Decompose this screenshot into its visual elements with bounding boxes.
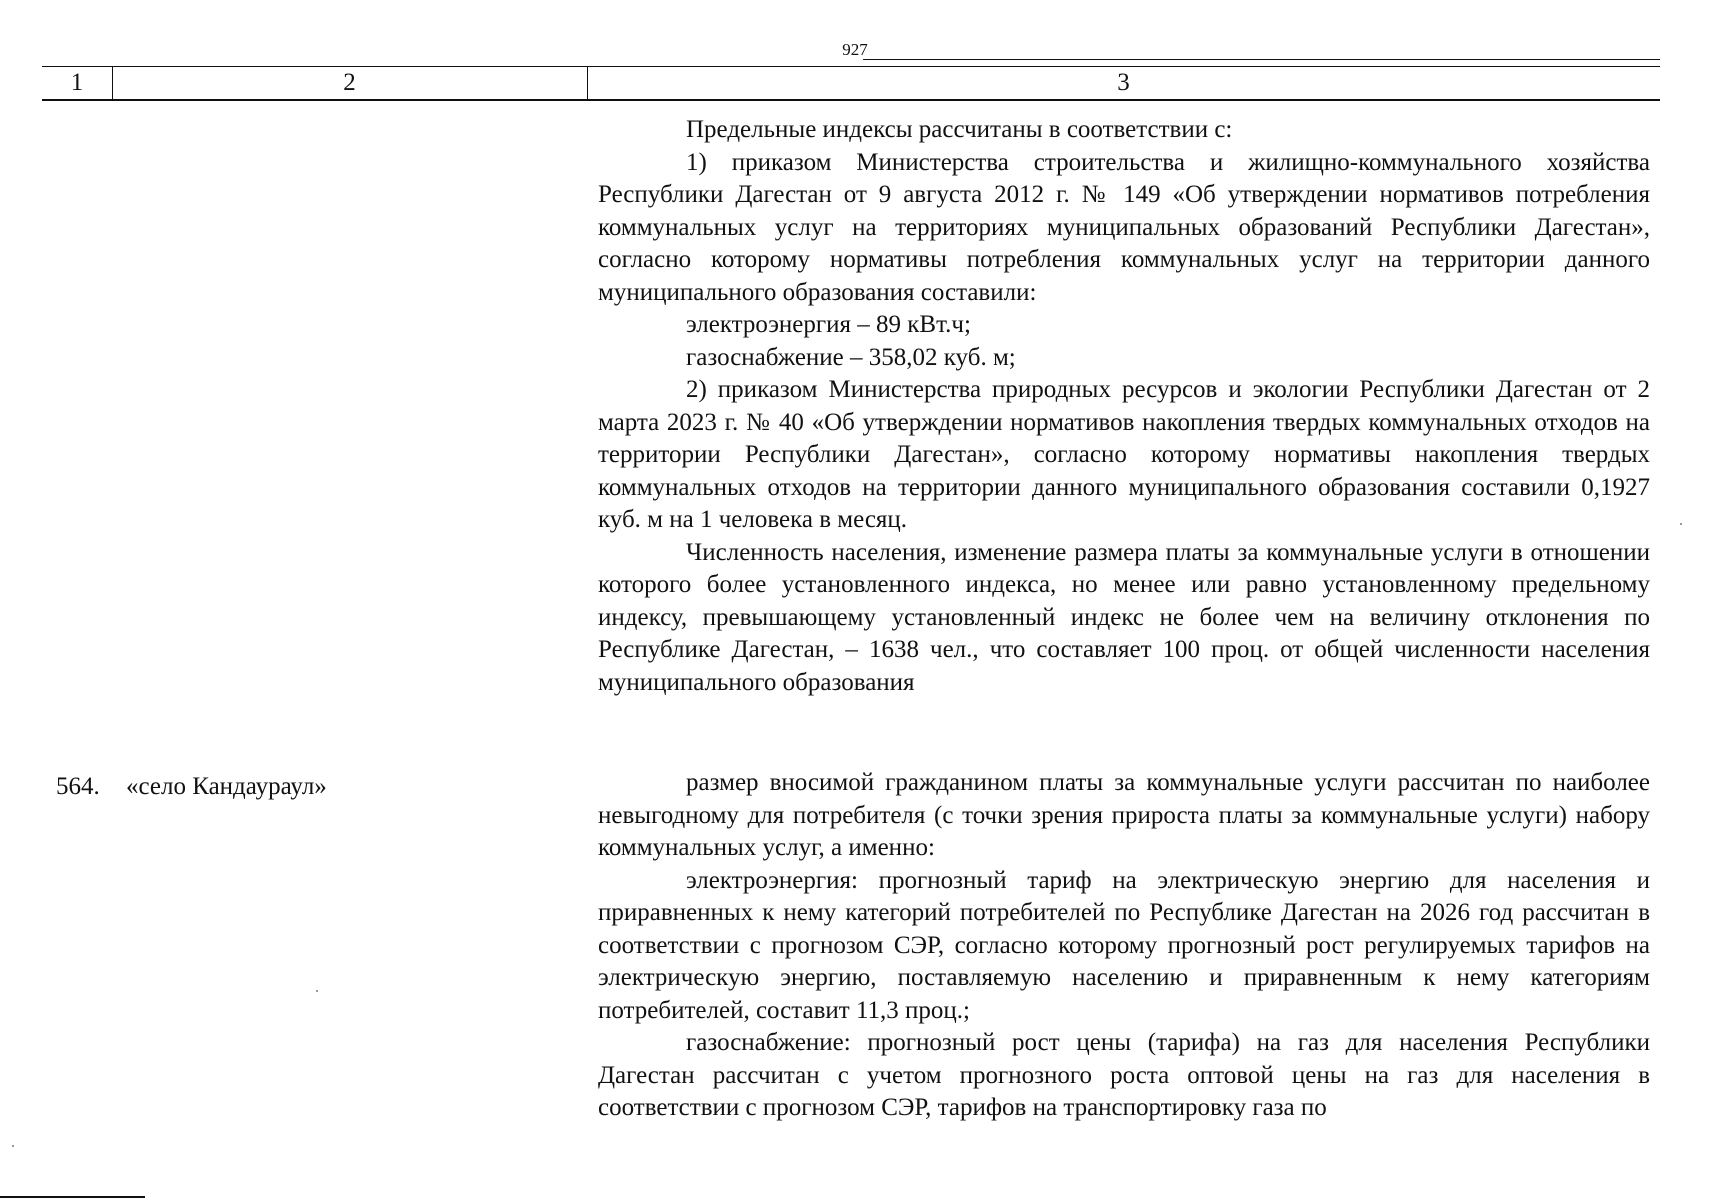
electricity-tariff-paragraph: электроэнергия: прогнозный тариф на электрическую энергию для населения и приравненных к нему категорий потребителей по Республике Дагестан на 2026 год рассчитан в соответствии с прогнозом СЭР, согласно которому прогнозный рост регулируемых тарифов на электрическую энергию, поставляемую населению и приравненным к нему категориям потребителей, составит 11,3 проц.; <box>598 866 1650 1024</box>
consumption-norms-order: 1) приказом Министерства строительства и жилищно-коммунального хозяйства Республики Дагестан от 9 августа 2012 г. № 149 «Об утверждении нормативов потребления коммунальных услуг на территориях муниципальных образований Республики Дагестан», согласно которому нормативы потребления коммунальных услуг на территории данного муниципального образования составили: <box>598 148 1650 306</box>
column-3-number: 3 <box>1117 69 1130 96</box>
population-paragraph: Численность населения, изменение размера платы за коммунальные услуги в отношении которого более установленного индекса, но менее или равно установленному предельному индексу, превышающему установленный индекс не более чем на величину отклонения по Республике Дагестан, – 1638 чел., что составляет 100 проц. от общей численности населения муниципального образования <box>598 538 1650 696</box>
row-564-description <box>598 767 1650 1125</box>
row-number: 564. <box>56 773 100 800</box>
page-number: 927 <box>842 40 868 59</box>
limit-index-intro: Предельные индексы рассчитаны в соответствии с: <box>686 116 1233 143</box>
gas-tariff-paragraph: газоснабжение: прогнозный рост цены (тарифа) на газ для населения Республики Дагестан рассчитан с учетом прогнозного роста оптовой цены на газ для населения в соответствии с прогнозом СЭР, тарифов на транспортировку газа по <box>598 1029 1650 1121</box>
column-1-number: 1 <box>70 69 84 96</box>
column-2-number: 2 <box>343 69 356 96</box>
limit-index-description <box>598 114 1650 699</box>
table-header-bottom-rule <box>42 99 1660 101</box>
scan-speck <box>316 990 318 992</box>
scan-speck <box>12 1145 14 1147</box>
electricity-norm: электроэнергия – 89 кВт.ч; <box>686 311 971 338</box>
scan-edge-line <box>0 1196 145 1198</box>
waste-norms-order: 2) приказом Министерства природных ресурсов и экологии Республики Дагестан от 2 марта 2023 г. № 40 «Об утверждении нормативов накопления твердых коммунальных отходов на территории Республики Дагестан», согласно которому нормативы накопления твердых коммунальных отходов на территории данного муниципального образования составили 0,1927 куб. м на 1 человека в месяц. <box>598 376 1650 533</box>
page-top-rule <box>863 59 1660 60</box>
gas-norm: газоснабжение – 358,02 куб. м; <box>686 343 1016 371</box>
municipality-name: «село Кандаураул» <box>126 773 327 800</box>
row-564-label <box>56 771 327 803</box>
scan-speck <box>1680 523 1682 525</box>
payment-calculation-intro: размер вносимой гражданином платы за коммунальные услуги рассчитан по наиболее невыгодному для потребителя (с точки зрения прироста платы за коммунальные услуги) набору коммунальных услуг, а именно: <box>598 769 1650 861</box>
table-header-top-rule <box>42 66 1660 67</box>
